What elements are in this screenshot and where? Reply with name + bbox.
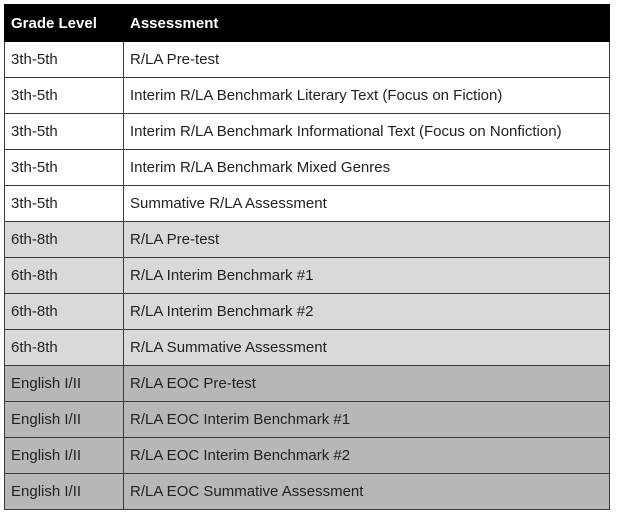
- table-row: [5, 114, 610, 150]
- table-row: [5, 150, 610, 186]
- table-row: [5, 366, 610, 402]
- assessment-cell: Summative R/LA Assessment: [124, 186, 610, 222]
- table-row: [5, 474, 610, 510]
- table-row: [5, 222, 610, 258]
- assessment-cell: R/LA Pre-test: [124, 222, 610, 258]
- table-row: [5, 78, 610, 114]
- grade-level-cell: 3th-5th: [5, 150, 124, 186]
- assessment-cell: R/LA EOC Interim Benchmark #1: [124, 402, 610, 438]
- grade-level-cell: 6th-8th: [5, 294, 124, 330]
- assessment-cell: R/LA EOC Pre-test: [124, 366, 610, 402]
- header-assessment: Assessment: [124, 5, 610, 42]
- grade-level-cell: 3th-5th: [5, 78, 124, 114]
- grade-level-cell: 3th-5th: [5, 186, 124, 222]
- grade-level-cell: English I/II: [5, 474, 124, 510]
- assessment-cell: Interim R/LA Benchmark Mixed Genres: [124, 150, 610, 186]
- table-row: [5, 258, 610, 294]
- assessment-cell: R/LA EOC Summative Assessment: [124, 474, 610, 510]
- assessment-cell: R/LA Interim Benchmark #1: [124, 258, 610, 294]
- grade-level-cell: 3th-5th: [5, 114, 124, 150]
- table-row: [5, 438, 610, 474]
- grade-level-cell: English I/II: [5, 438, 124, 474]
- table-body: [5, 42, 610, 510]
- grade-level-cell: 6th-8th: [5, 258, 124, 294]
- assessment-table: [4, 4, 610, 510]
- assessment-cell: Interim R/LA Benchmark Informational Text (Focus on Nonfiction): [124, 114, 610, 150]
- assessment-cell: R/LA Summative Assessment: [124, 330, 610, 366]
- grade-level-cell: 6th-8th: [5, 222, 124, 258]
- grade-level-cell: English I/II: [5, 366, 124, 402]
- header-grade-level: Grade Level: [5, 5, 124, 42]
- assessment-cell: R/LA Pre-test: [124, 42, 610, 78]
- grade-level-cell: 6th-8th: [5, 330, 124, 366]
- table-row: [5, 42, 610, 78]
- assessment-table-container: [4, 4, 609, 510]
- grade-level-cell: 3th-5th: [5, 42, 124, 78]
- table-row: [5, 294, 610, 330]
- table-row: [5, 330, 610, 366]
- table-row: [5, 186, 610, 222]
- table-header-row: [5, 5, 610, 42]
- table-row: [5, 402, 610, 438]
- assessment-cell: R/LA Interim Benchmark #2: [124, 294, 610, 330]
- grade-level-cell: English I/II: [5, 402, 124, 438]
- assessment-cell: Interim R/LA Benchmark Literary Text (Focus on Fiction): [124, 78, 610, 114]
- assessment-cell: R/LA EOC Interim Benchmark #2: [124, 438, 610, 474]
